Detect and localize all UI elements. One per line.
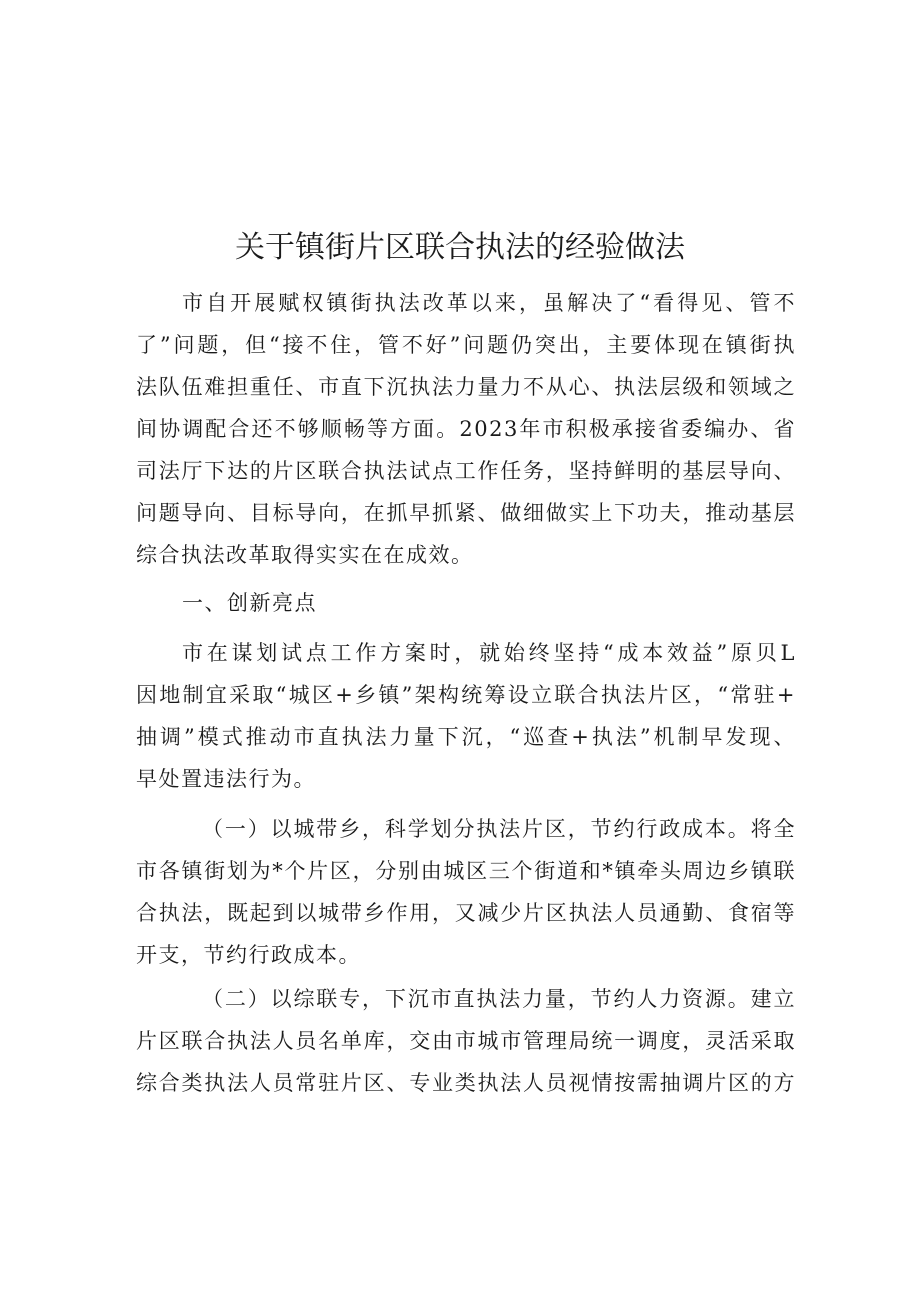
- text-line: 市各镇街划为*个片区，分别由城区三个街道和*镇牵头周边乡镇联: [136, 859, 796, 883]
- text-line: 综合执法改革取得实实在在成效。: [136, 543, 474, 567]
- text-line: 开支，节约行政成本。: [136, 943, 361, 967]
- text-line: （一）以城带乡，科学划分执法片区，节约行政成本。将全: [202, 817, 796, 841]
- paragraph-point-one: [136, 808, 796, 976]
- text-line: 早处置违法行为。: [136, 767, 316, 791]
- text-line: 法队伍难担重任、市直下沉执法力量力不从心、执法层级和领域之: [136, 375, 796, 399]
- text-line: 了”问题，但“接不住，管不好”问题仍突出，主要体现在镇街执: [136, 333, 796, 357]
- text-line: 因地制宜采取“城区+乡镇”架构统筹设立联合执法片区，“常驻+: [136, 683, 796, 707]
- section-heading: [136, 582, 796, 624]
- section-heading-text: 一、创新亮点: [182, 591, 317, 615]
- paragraph-overview: [136, 632, 796, 800]
- text-line: 抽调”模式推动市直执法力量下沉，“巡查+执法”机制早发现、: [136, 725, 796, 749]
- text-line: 市自开展赋权镇街执法改革以来，虽解决了“看得见、管不: [182, 291, 796, 315]
- paragraph-intro: [136, 282, 796, 576]
- text-line: 司法厅下达的片区联合执法试点工作任务，坚持鲜明的基层导向、: [136, 459, 796, 483]
- text-line: 片区联合执法人员名单库，交由市城市管理局统一调度，灵活采取: [136, 1029, 796, 1053]
- text-line: 问题导向、目标导向，在抓早抓紧、做细做实上下功夫，推动基层: [136, 501, 796, 525]
- text-line: 综合类执法人员常驻片区、专业类执法人员视情按需抽调片区的方: [136, 1071, 796, 1095]
- text-line: （二）以综联专，下沉市直执法力量，节约人力资源。建立: [202, 987, 796, 1011]
- paragraph-point-two: [136, 978, 796, 1104]
- text-line: 市在谋划试点工作方案时，就始终坚持“成本效益”原贝L: [182, 641, 796, 665]
- text-line: 合执法，既起到以城带乡作用，又减少片区执法人员通勤、食宿等: [136, 901, 796, 925]
- document-title: 关于镇街片区联合执法的经验做法: [235, 230, 685, 265]
- text-line: 间协调配合还不够顺畅等方面。2023年市积极承接省委编办、省: [136, 417, 796, 441]
